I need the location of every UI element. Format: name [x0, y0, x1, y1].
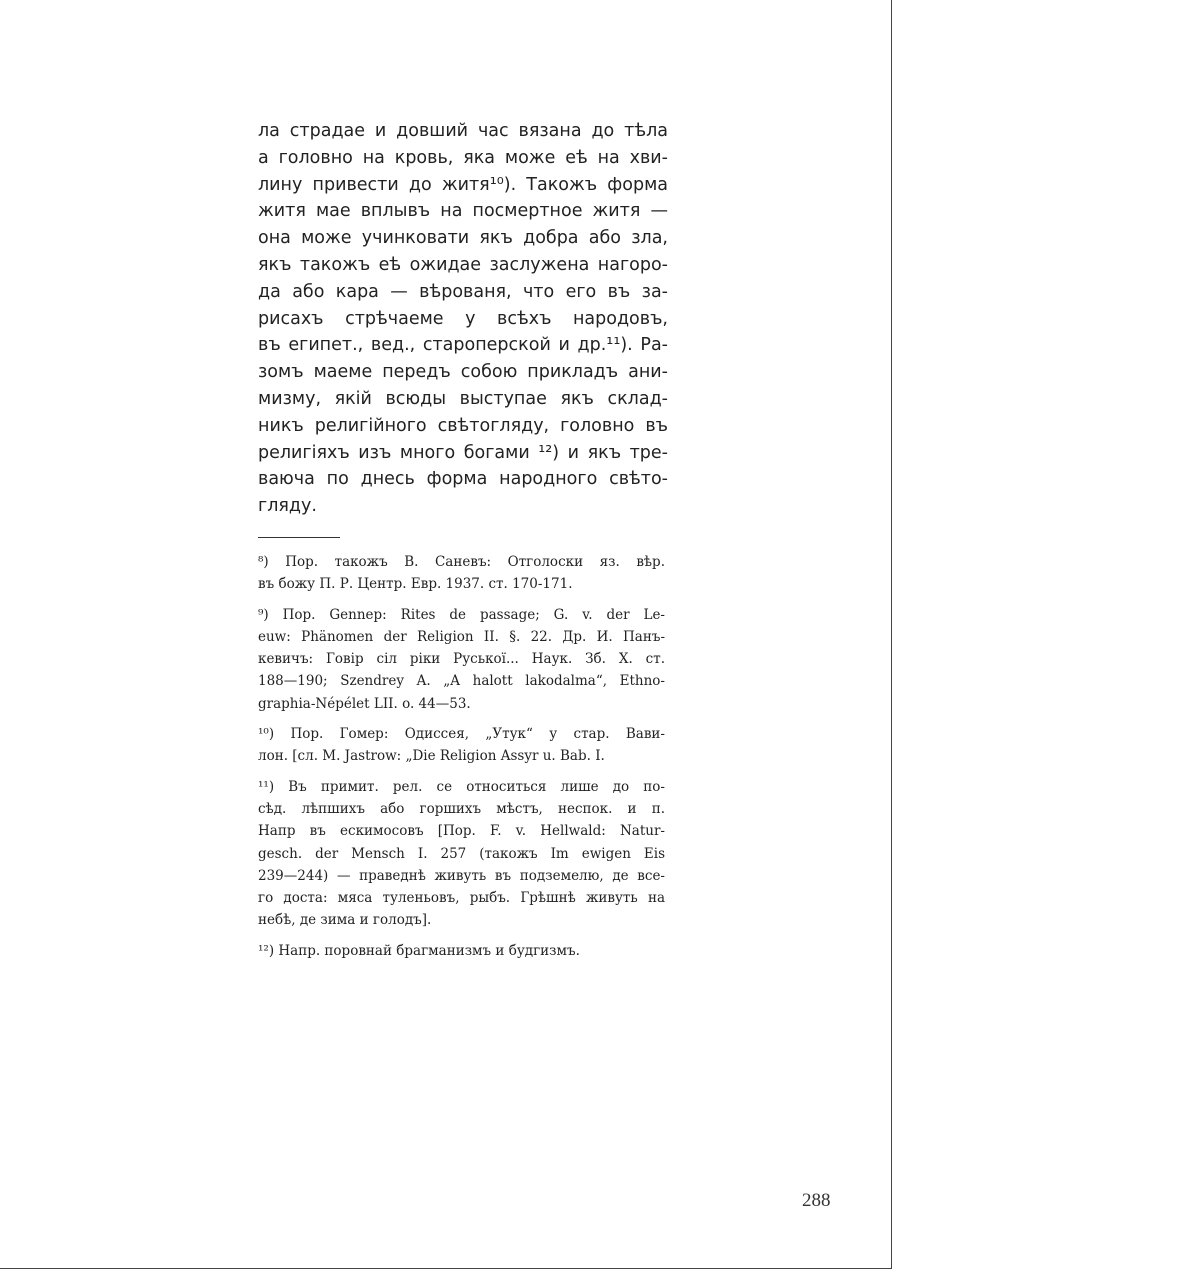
footnote-line: ¹¹) Въ примит. рел. се относиться лише до по-: [258, 778, 665, 795]
text-line: рисахъ стрѣчаеме у всѣхъ народовъ,: [258, 308, 668, 329]
footnote-line: Напр въ ескимосовъ [Пор. F. v. Hellwald: Natur-: [258, 823, 665, 840]
footnote-separator: [258, 537, 340, 538]
footnote-line: 239—244) — праведнѣ живуть въ подземелю, де все-: [258, 867, 665, 884]
footnote-line: ¹⁰) Пор. Гомер: Одиссея, „Утук“ у стар. Вави-: [258, 726, 665, 743]
text-line: она може учинковати якъ добра або зла,: [258, 228, 668, 249]
text-line: никъ религійного свѣтогляду, головно въ: [258, 415, 668, 436]
footnote-line: въ божу П. Р. Центр. Евр. 1937. ст. 170-171.: [258, 576, 573, 593]
footnote-line: ¹²) Напр. поровнай брагманизмъ и будгизмъ.: [258, 942, 580, 959]
footnote-line: 188—190; Szendrey A. „A halott lakodalma“, Ethno-: [258, 673, 665, 690]
footnote-line: gesch. der Mensch I. 257 (такожъ Im ewigen Eis: [258, 845, 665, 862]
text-line: а головно на кровь, яка може еѣ на хви-: [258, 147, 668, 168]
text-line: религіяхъ изъ много богами ¹²) и якъ тре-: [258, 442, 668, 463]
text-line: ла страдае и довший час вязана до тѣла: [258, 121, 668, 141]
text-line: якъ такожъ еѣ ожидае заслужена нагоро-: [258, 254, 668, 275]
text-line: ваюча по днесь форма народного свѣто-: [258, 469, 668, 490]
footnote-9: [258, 604, 665, 715]
footnote-line: сѣд. лѣпшихъ або горшихъ мѣстъ, неспок. и п.: [258, 800, 665, 817]
text-line: гляду.: [258, 496, 317, 517]
main-text-block: [258, 118, 668, 520]
text-line: мизму, якій всюды выступае якъ склад-: [258, 388, 668, 409]
footnotes: [258, 551, 665, 970]
footnote-line: graphia-Népélet LII. o. 44—53.: [258, 695, 471, 712]
footnote-10: [258, 723, 665, 768]
text-line: зомъ маеме передъ собою прикладъ ани-: [258, 362, 668, 383]
page-number: 288: [802, 1190, 831, 1211]
footnote-line: кевичъ: Говір сіл ріки Руської... Наук. Зб. X. ст.: [258, 651, 665, 668]
text-line: въ египет., вед., староперской и др.¹¹). Ра-: [258, 335, 668, 356]
text-line: житя мае вплывъ на посмертное житя —: [258, 201, 668, 222]
footnote-8: [258, 551, 665, 596]
footnote-11: [258, 776, 665, 932]
footnote-line: euw: Phänomen der Religion II. §. 22. Др. И. Панъ-: [258, 628, 665, 645]
footnote-line: го доста: мяса туленьовъ, рыбъ. Грѣшнѣ живуть на: [258, 890, 665, 907]
footnote-line: ⁹) Пор. Gennep: Rites de passage; G. v. der Le-: [258, 606, 665, 623]
footnote-line: ⁸) Пор. такожъ В. Саневъ: Отголоски яз. вѣр.: [258, 554, 665, 570]
text-line: да або кара — вѣрованя, что его въ за-: [258, 281, 668, 302]
text-line: лину привести до житя¹⁰). Такожъ форма: [258, 174, 668, 195]
footnote-line: лон. [сл. M. Jastrow: „Die Religion Assyr u. Bab. I.: [258, 748, 605, 765]
footnote-line: небѣ, де зима и голодъ].: [258, 912, 432, 929]
footnote-12: [258, 940, 665, 962]
